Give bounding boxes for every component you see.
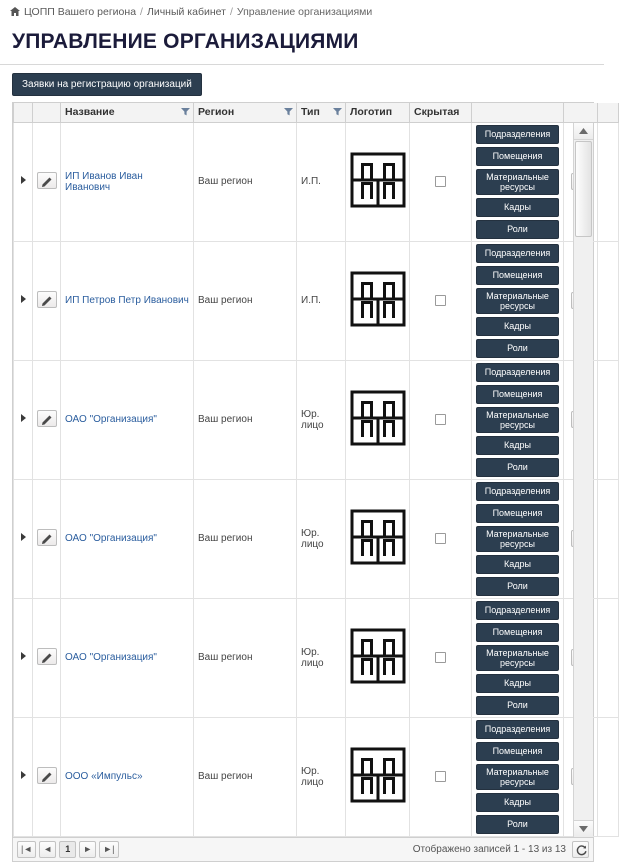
action-staff[interactable]: Кадры: [476, 555, 559, 574]
row-region-cell: Ваш регион: [194, 122, 297, 241]
scroll-thumb[interactable]: [575, 141, 592, 237]
action-buttons: [476, 244, 559, 358]
grid-body: [14, 122, 619, 836]
filter-icon-region[interactable]: [284, 107, 293, 116]
header-name-label: Название: [65, 106, 115, 119]
row-name-cell: [61, 122, 194, 241]
action-material-resources[interactable]: Материальные ресурсы: [476, 645, 559, 671]
row-type-cell: Юр. лицо: [297, 360, 346, 479]
row-logo-cell: [346, 360, 410, 479]
action-staff[interactable]: Кадры: [476, 198, 559, 217]
row-name-cell: [61, 360, 194, 479]
header-region[interactable]: [194, 103, 297, 122]
row-hidden-cell: [410, 598, 472, 717]
row-actions-cell: [472, 122, 564, 241]
refresh-icon[interactable]: [572, 841, 589, 858]
action-roles[interactable]: Роли: [476, 339, 559, 358]
hidden-checkbox[interactable]: [435, 771, 446, 782]
row-scroll-spacer: [598, 717, 619, 836]
pager-last-button[interactable]: ►|: [99, 841, 118, 858]
row-type-cell: И.П.: [297, 122, 346, 241]
triangle-right-icon[interactable]: [21, 176, 26, 184]
table-row[interactable]: [14, 717, 619, 836]
action-material-resources[interactable]: Материальные ресурсы: [476, 764, 559, 790]
action-roles[interactable]: Роли: [476, 696, 559, 715]
row-region-cell: Ваш регион: [194, 360, 297, 479]
table-row[interactable]: [14, 360, 619, 479]
grid-vertical-scrollbar[interactable]: [573, 123, 593, 837]
organization-link[interactable]: ИП Иванов Иван Иванович: [65, 170, 143, 193]
registration-requests-button[interactable]: Заявки на регистрацию организаций: [12, 73, 202, 96]
row-logo-cell: [346, 717, 410, 836]
row-name-cell: [61, 598, 194, 717]
action-roles[interactable]: Роли: [476, 577, 559, 596]
row-region-cell: Ваш регион: [194, 717, 297, 836]
header-type-label: Тип: [301, 106, 320, 119]
row-edit-cell[interactable]: [33, 241, 61, 360]
action-buttons: [476, 482, 559, 596]
action-material-resources[interactable]: Материальные ресурсы: [476, 169, 559, 195]
pager-first-button[interactable]: |◄: [17, 841, 36, 858]
organization-link[interactable]: ИП Петров Петр Иванович: [65, 295, 189, 306]
hidden-checkbox[interactable]: [435, 176, 446, 187]
chopp-logo-icon: [351, 748, 405, 802]
edit-button[interactable]: [37, 648, 57, 665]
action-subdivisions[interactable]: Подразделения: [476, 125, 559, 144]
filter-icon-type[interactable]: [333, 107, 342, 116]
action-subdivisions[interactable]: Подразделения: [476, 244, 559, 263]
action-rooms[interactable]: Помещения: [476, 623, 559, 642]
row-logo-cell: [346, 598, 410, 717]
action-material-resources[interactable]: Материальные ресурсы: [476, 407, 559, 433]
row-actions-cell: [472, 479, 564, 598]
row-scroll-spacer: [598, 360, 619, 479]
breadcrumb-item-0[interactable]: ЦОПП Вашего региона: [24, 6, 137, 18]
header-type[interactable]: [297, 103, 346, 122]
breadcrumb-item-2: Управление организациями: [236, 6, 373, 18]
edit-button[interactable]: [37, 291, 57, 308]
table-row[interactable]: [14, 479, 619, 598]
filter-icon-name[interactable]: [181, 107, 190, 116]
action-staff[interactable]: Кадры: [476, 436, 559, 455]
triangle-right-icon[interactable]: [21, 414, 26, 422]
action-roles[interactable]: Роли: [476, 220, 559, 239]
header-hidden-label: Скрытая: [414, 106, 460, 119]
scroll-down-button[interactable]: [574, 820, 593, 837]
header-scroll-spacer: [598, 103, 619, 122]
triangle-right-icon[interactable]: [21, 295, 26, 303]
action-buttons: [476, 720, 559, 834]
action-staff[interactable]: Кадры: [476, 793, 559, 812]
row-name-cell: [61, 717, 194, 836]
row-edit-cell[interactable]: [33, 598, 61, 717]
row-region-cell: Ваш регион: [194, 598, 297, 717]
row-logo-cell: [346, 241, 410, 360]
row-type-cell: И.П.: [297, 241, 346, 360]
pager-page-1[interactable]: 1: [59, 841, 76, 858]
header-actions: [472, 103, 564, 122]
row-hidden-cell: [410, 360, 472, 479]
table-row[interactable]: [14, 122, 619, 241]
header-logo-label: Логотип: [350, 106, 393, 119]
row-logo-cell: [346, 479, 410, 598]
row-expand-cell[interactable]: [14, 479, 33, 598]
edit-button[interactable]: [37, 172, 57, 189]
action-subdivisions[interactable]: Подразделения: [476, 482, 559, 501]
triangle-right-icon[interactable]: [21, 533, 26, 541]
chopp-logo-icon: [351, 510, 405, 564]
action-rooms[interactable]: Помещения: [476, 266, 559, 285]
header-expand: [14, 103, 33, 122]
hidden-checkbox[interactable]: [435, 533, 446, 544]
chopp-logo-icon: [351, 272, 405, 326]
edit-button[interactable]: [37, 767, 57, 784]
row-scroll-spacer: [598, 598, 619, 717]
scroll-up-button[interactable]: [574, 123, 593, 140]
breadcrumb-separator-1: /: [229, 6, 233, 18]
breadcrumb-item-1[interactable]: Личный кабинет: [146, 6, 226, 18]
chopp-logo-icon: [351, 629, 405, 683]
row-hidden-cell: [410, 479, 472, 598]
action-rooms[interactable]: Помещения: [476, 385, 559, 404]
pager-next-button[interactable]: ►: [79, 841, 96, 858]
action-rooms[interactable]: Помещения: [476, 742, 559, 761]
page-title: УПРАВЛЕНИЕ ОРГАНИЗАЦИЯМИ: [12, 30, 359, 53]
action-buttons: [476, 363, 559, 477]
action-subdivisions[interactable]: Подразделения: [476, 601, 559, 620]
action-staff[interactable]: Кадры: [476, 674, 559, 693]
triangle-right-icon[interactable]: [21, 652, 26, 660]
row-expand-cell[interactable]: [14, 122, 33, 241]
chopp-logo-icon: [351, 391, 405, 445]
row-actions-cell: [472, 717, 564, 836]
row-edit-cell[interactable]: [33, 360, 61, 479]
row-name-cell: [61, 241, 194, 360]
header-name[interactable]: [61, 103, 194, 122]
edit-button[interactable]: [37, 410, 57, 427]
pager-prev-button[interactable]: ◄: [39, 841, 56, 858]
header-edit: [33, 103, 61, 122]
row-region-cell: Ваш регион: [194, 241, 297, 360]
hidden-checkbox[interactable]: [435, 414, 446, 425]
action-material-resources[interactable]: Материальные ресурсы: [476, 288, 559, 314]
hidden-checkbox[interactable]: [435, 295, 446, 306]
row-type-cell: Юр. лицо: [297, 717, 346, 836]
triangle-right-icon[interactable]: [21, 771, 26, 779]
row-expand-cell[interactable]: [14, 241, 33, 360]
action-subdivisions[interactable]: Подразделения: [476, 720, 559, 739]
row-actions-cell: [472, 598, 564, 717]
row-scroll-spacer: [598, 122, 619, 241]
row-type-cell: Юр. лицо: [297, 479, 346, 598]
breadcrumb-separator-0: /: [140, 6, 143, 18]
header-region-label: Регион: [198, 106, 235, 119]
table-row[interactable]: [14, 241, 619, 360]
action-buttons: [476, 125, 559, 239]
action-roles[interactable]: Роли: [476, 458, 559, 477]
action-material-resources[interactable]: Материальные ресурсы: [476, 526, 559, 552]
chopp-logo-icon: [351, 153, 405, 207]
row-edit-cell[interactable]: [33, 122, 61, 241]
row-actions-cell: [472, 360, 564, 479]
organization-link[interactable]: ОАО "Организация": [65, 414, 157, 425]
organizations-grid: [12, 102, 594, 838]
row-name-cell: [61, 479, 194, 598]
row-scroll-spacer: [598, 479, 619, 598]
row-actions-cell: [472, 241, 564, 360]
header-delete: [564, 103, 598, 122]
pager: [12, 838, 594, 862]
header-hidden: [410, 103, 472, 122]
row-expand-cell[interactable]: [14, 598, 33, 717]
organization-link[interactable]: ОАО "Организация": [65, 652, 157, 663]
action-staff[interactable]: Кадры: [476, 317, 559, 336]
edit-button[interactable]: [37, 529, 57, 546]
home-icon: [10, 7, 20, 16]
action-roles[interactable]: Роли: [476, 815, 559, 834]
breadcrumb: [0, 0, 604, 24]
grid-header-row: [14, 103, 619, 122]
action-subdivisions[interactable]: Подразделения: [476, 363, 559, 382]
toolbar: [0, 65, 604, 102]
pager-info: Отображено записей 1 - 13 из 13: [412, 843, 566, 855]
action-rooms[interactable]: Помещения: [476, 504, 559, 523]
action-rooms[interactable]: Помещения: [476, 147, 559, 166]
organization-link[interactable]: ООО «Импульс»: [65, 771, 143, 782]
table-row[interactable]: [14, 598, 619, 717]
organization-link[interactable]: ОАО "Организация": [65, 533, 157, 544]
row-edit-cell[interactable]: [33, 479, 61, 598]
row-expand-cell[interactable]: [14, 360, 33, 479]
row-hidden-cell: [410, 717, 472, 836]
row-expand-cell[interactable]: [14, 717, 33, 836]
hidden-checkbox[interactable]: [435, 652, 446, 663]
row-scroll-spacer: [598, 241, 619, 360]
row-hidden-cell: [410, 122, 472, 241]
row-region-cell: Ваш регион: [194, 479, 297, 598]
row-edit-cell[interactable]: [33, 717, 61, 836]
row-hidden-cell: [410, 241, 472, 360]
header-logo: [346, 103, 410, 122]
action-buttons: [476, 601, 559, 715]
row-logo-cell: [346, 122, 410, 241]
row-type-cell: Юр. лицо: [297, 598, 346, 717]
